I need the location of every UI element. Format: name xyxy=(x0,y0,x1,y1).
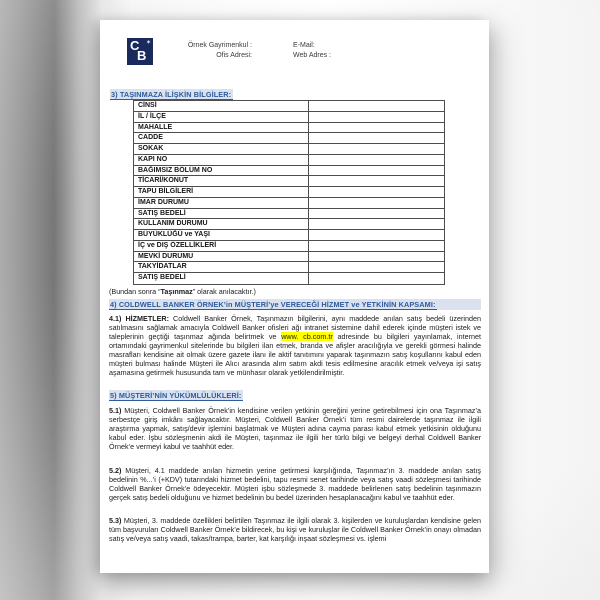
paragraph-5-1 xyxy=(109,406,481,451)
clause-4-1-text: Coldwell Banker Örnek, Taşınmazın bilgilerini, aynı maddede anılan satış bedeli üzerinden satılmasını sağlamak amacıyla Coldwell Banker ofisleri ağı intranet sistemine dahil ederek içinde müşteri istek ve taleplerinin geçtiği taşınmaz ağında belirtmek ve xyxy=(109,314,481,342)
office-address-label: Ofis Adresi: xyxy=(216,52,252,59)
table-field-label: TAKYİDATLAR xyxy=(134,262,309,272)
clause-4-1-text-cont: adresinde bu bilgileri yayınlamak, internet ortamındaki gayrimenkul sitelerinde bu bilgileri ilan etmek, branda ve afişler aracılığıyla ve gerekli görmesi halinde masrafları kendisine ait olmak üzere gazete ilanı ile aktif tanıtımını yaparak taşınmazın satış koşullarını kabul eden müşteri bulması halinde Müşteri ile Alıcı arasında alım satım akdi tesis edilmesine aracılık etmek ve/veya işi satış aşamasına getirmek hususunda tam ve münhasır olarak yetkilendirilmiştir. xyxy=(109,332,481,378)
table-field-label: CİNSİ xyxy=(134,101,309,111)
office-info-labels xyxy=(140,41,252,61)
table-field-label: TİCARİ/KONUT xyxy=(134,176,309,186)
email-label: E-Mail: xyxy=(293,42,315,49)
table-field-label: KULLANIM DURUMU xyxy=(134,219,309,229)
table-field-label: SATIŞ BEDELİ xyxy=(134,273,309,284)
section-3-heading xyxy=(110,89,233,100)
table-row xyxy=(134,101,444,112)
clause-5-2-text: Müşteri, 4.1 maddede anılan hizmetin yerine getirmesi karşılığında, Taşınmaz’ın 3. maddede anılan satış bedelinin %...’i (+KDV) tutarındaki hizmet bedelini, tapu resmi senet tarihinde veya satış vaadi sözleşmesi tarihinde Coldwell Banker Örnek’e ödeyecektir. Müşteri işbu sözleşmede 3. maddede belirlenen satış bedelinin taşınmazın gerçek satış bedeli olduğunu ve hizmet bedelinin bu bedel üzerinden hesaplanacağını kabul ve taahhüt eder. xyxy=(109,466,481,503)
table-field-label: CADDE xyxy=(134,133,309,143)
section-3-heading-text: 3) TAŞINMAZA İLİŞKİN BİLGİLER: xyxy=(111,90,232,99)
table-field-label: İMAR DURUMU xyxy=(134,198,309,208)
table-row xyxy=(134,198,444,209)
note-text: (Bundan sonra “ xyxy=(109,287,161,296)
table-row xyxy=(134,144,444,155)
table-field-value xyxy=(309,187,444,197)
property-info-table xyxy=(133,100,445,285)
section-4-heading xyxy=(109,299,481,310)
table-field-label: KAPI NO xyxy=(134,155,309,165)
table-field-value xyxy=(309,155,444,165)
table-field-value xyxy=(309,133,444,143)
table-field-value xyxy=(309,241,444,251)
table-row xyxy=(134,112,444,123)
contact-info-labels xyxy=(293,41,331,61)
table-field-label: MAHALLE xyxy=(134,123,309,133)
table-field-label: TAPU BİLGİLERİ xyxy=(134,187,309,197)
logo-letter-c: C xyxy=(130,38,140,53)
paragraph-5-2 xyxy=(109,466,481,502)
table-field-value xyxy=(309,209,444,219)
table-field-value xyxy=(309,176,444,186)
clause-5-3-number: 5.3) xyxy=(109,516,122,525)
website-link-highlight: www. cb.com.tr xyxy=(281,332,333,342)
table-field-value xyxy=(309,230,444,240)
table-field-value xyxy=(309,166,444,176)
section-5-heading-text: 5) MÜŞTERİ’NİN YÜKÜMLÜLÜKLERİ: xyxy=(110,391,242,400)
table-row xyxy=(134,209,444,220)
table-row xyxy=(134,155,444,166)
table-field-label: SOKAK xyxy=(134,144,309,154)
section-4-heading-text: 4) COLDWELL BANKER ÖRNEK’in MÜŞTERİ’ye VERECEĞİ HİZMET ve YETKİNİN KAPSAMI: xyxy=(110,300,436,309)
table-row xyxy=(134,176,444,187)
table-row xyxy=(134,273,444,284)
table-field-value xyxy=(309,101,444,111)
definition-note xyxy=(109,287,256,296)
table-field-value xyxy=(309,144,444,154)
clause-5-3-text: Müşteri, 3. maddede özellikleri belirtilen Taşınmaz ile ilgili olarak 3. kişilerden ve kuruluşlardan kendisine gelen tüm başvuruları Coldwell Banker Örnek’e bildirecek, bu kişi ve kuruluşlar ile Coldwell Banker Örnek’in onayı olmadan satış ve/veya satış vaadi, takas/trampa, barter, kat karşılığı inşaat sözleşmesi vs. işlemi xyxy=(109,516,481,544)
table-field-value xyxy=(309,198,444,208)
table-field-value xyxy=(309,262,444,272)
clause-5-1-number: 5.1) xyxy=(109,406,122,415)
clause-5-2-number: 5.2) xyxy=(109,466,122,475)
paragraph-5-3 xyxy=(109,516,481,543)
table-row xyxy=(134,252,444,263)
table-field-value xyxy=(309,273,444,284)
table-field-label: SATIŞ BEDELİ xyxy=(134,209,309,219)
note-text: ” olarak anılacaktır.) xyxy=(192,287,256,296)
web-address-label: Web Adres : xyxy=(293,52,332,59)
table-row xyxy=(134,123,444,134)
logo-letter-b: B xyxy=(137,48,147,63)
table-field-value xyxy=(309,219,444,229)
table-field-label: İL / İLÇE xyxy=(134,112,309,122)
table-field-label: BÜYÜKLÜĞÜ ve YAŞI xyxy=(134,230,309,240)
clause-4-1-number: 4.1) HİZMETLER: xyxy=(109,314,169,323)
company-name-label: Örnek Gayrimenkul : xyxy=(187,42,252,49)
paragraph-4-1 xyxy=(109,314,481,377)
logo-star-icon: ✶ xyxy=(145,40,151,46)
table-row xyxy=(134,262,444,273)
table-field-label: İÇ ve DIŞ ÖZELLİKLERİ xyxy=(134,241,309,251)
table-row xyxy=(134,133,444,144)
table-row xyxy=(134,241,444,252)
table-field-value xyxy=(309,123,444,133)
table-field-value xyxy=(309,252,444,262)
table-field-label: BAĞIMSIZ BÖLÜM NO xyxy=(134,166,309,176)
table-field-value xyxy=(309,112,444,122)
table-row xyxy=(134,187,444,198)
document-page xyxy=(100,20,489,573)
table-row xyxy=(134,230,444,241)
table-field-label: MEVKİ DURUMU xyxy=(134,252,309,262)
table-row xyxy=(134,219,444,230)
section-5-heading xyxy=(109,390,243,401)
clause-5-1-text: Müşteri, Coldwell Banker Örnek’in kendisine verilen yetkinin gereğini yerine getirebilmesi için ona Taşınmaz’a serbestçe giriş imkânı sağlayacaktır. Müşteri, Coldwell Banker Örnek’i tüm resmi dairelerde taşınmaz ile ilgili araştırma yapmak, satış/devir işlemini başlatmak ve Müşteri adına cayma parası kabul etmek yetkisinin olduğunu kabul eder. İşbu sözleşmenin akdi ile Müşteri, taşınmaz ile ilgili her türlü bilgi ve belgeyi derhal Coldwell Banker Örnek’e vermeyi kabul ve taahhüt eder. xyxy=(109,406,481,452)
note-defined-term: Taşınmaz xyxy=(160,287,193,296)
table-row xyxy=(134,166,444,177)
